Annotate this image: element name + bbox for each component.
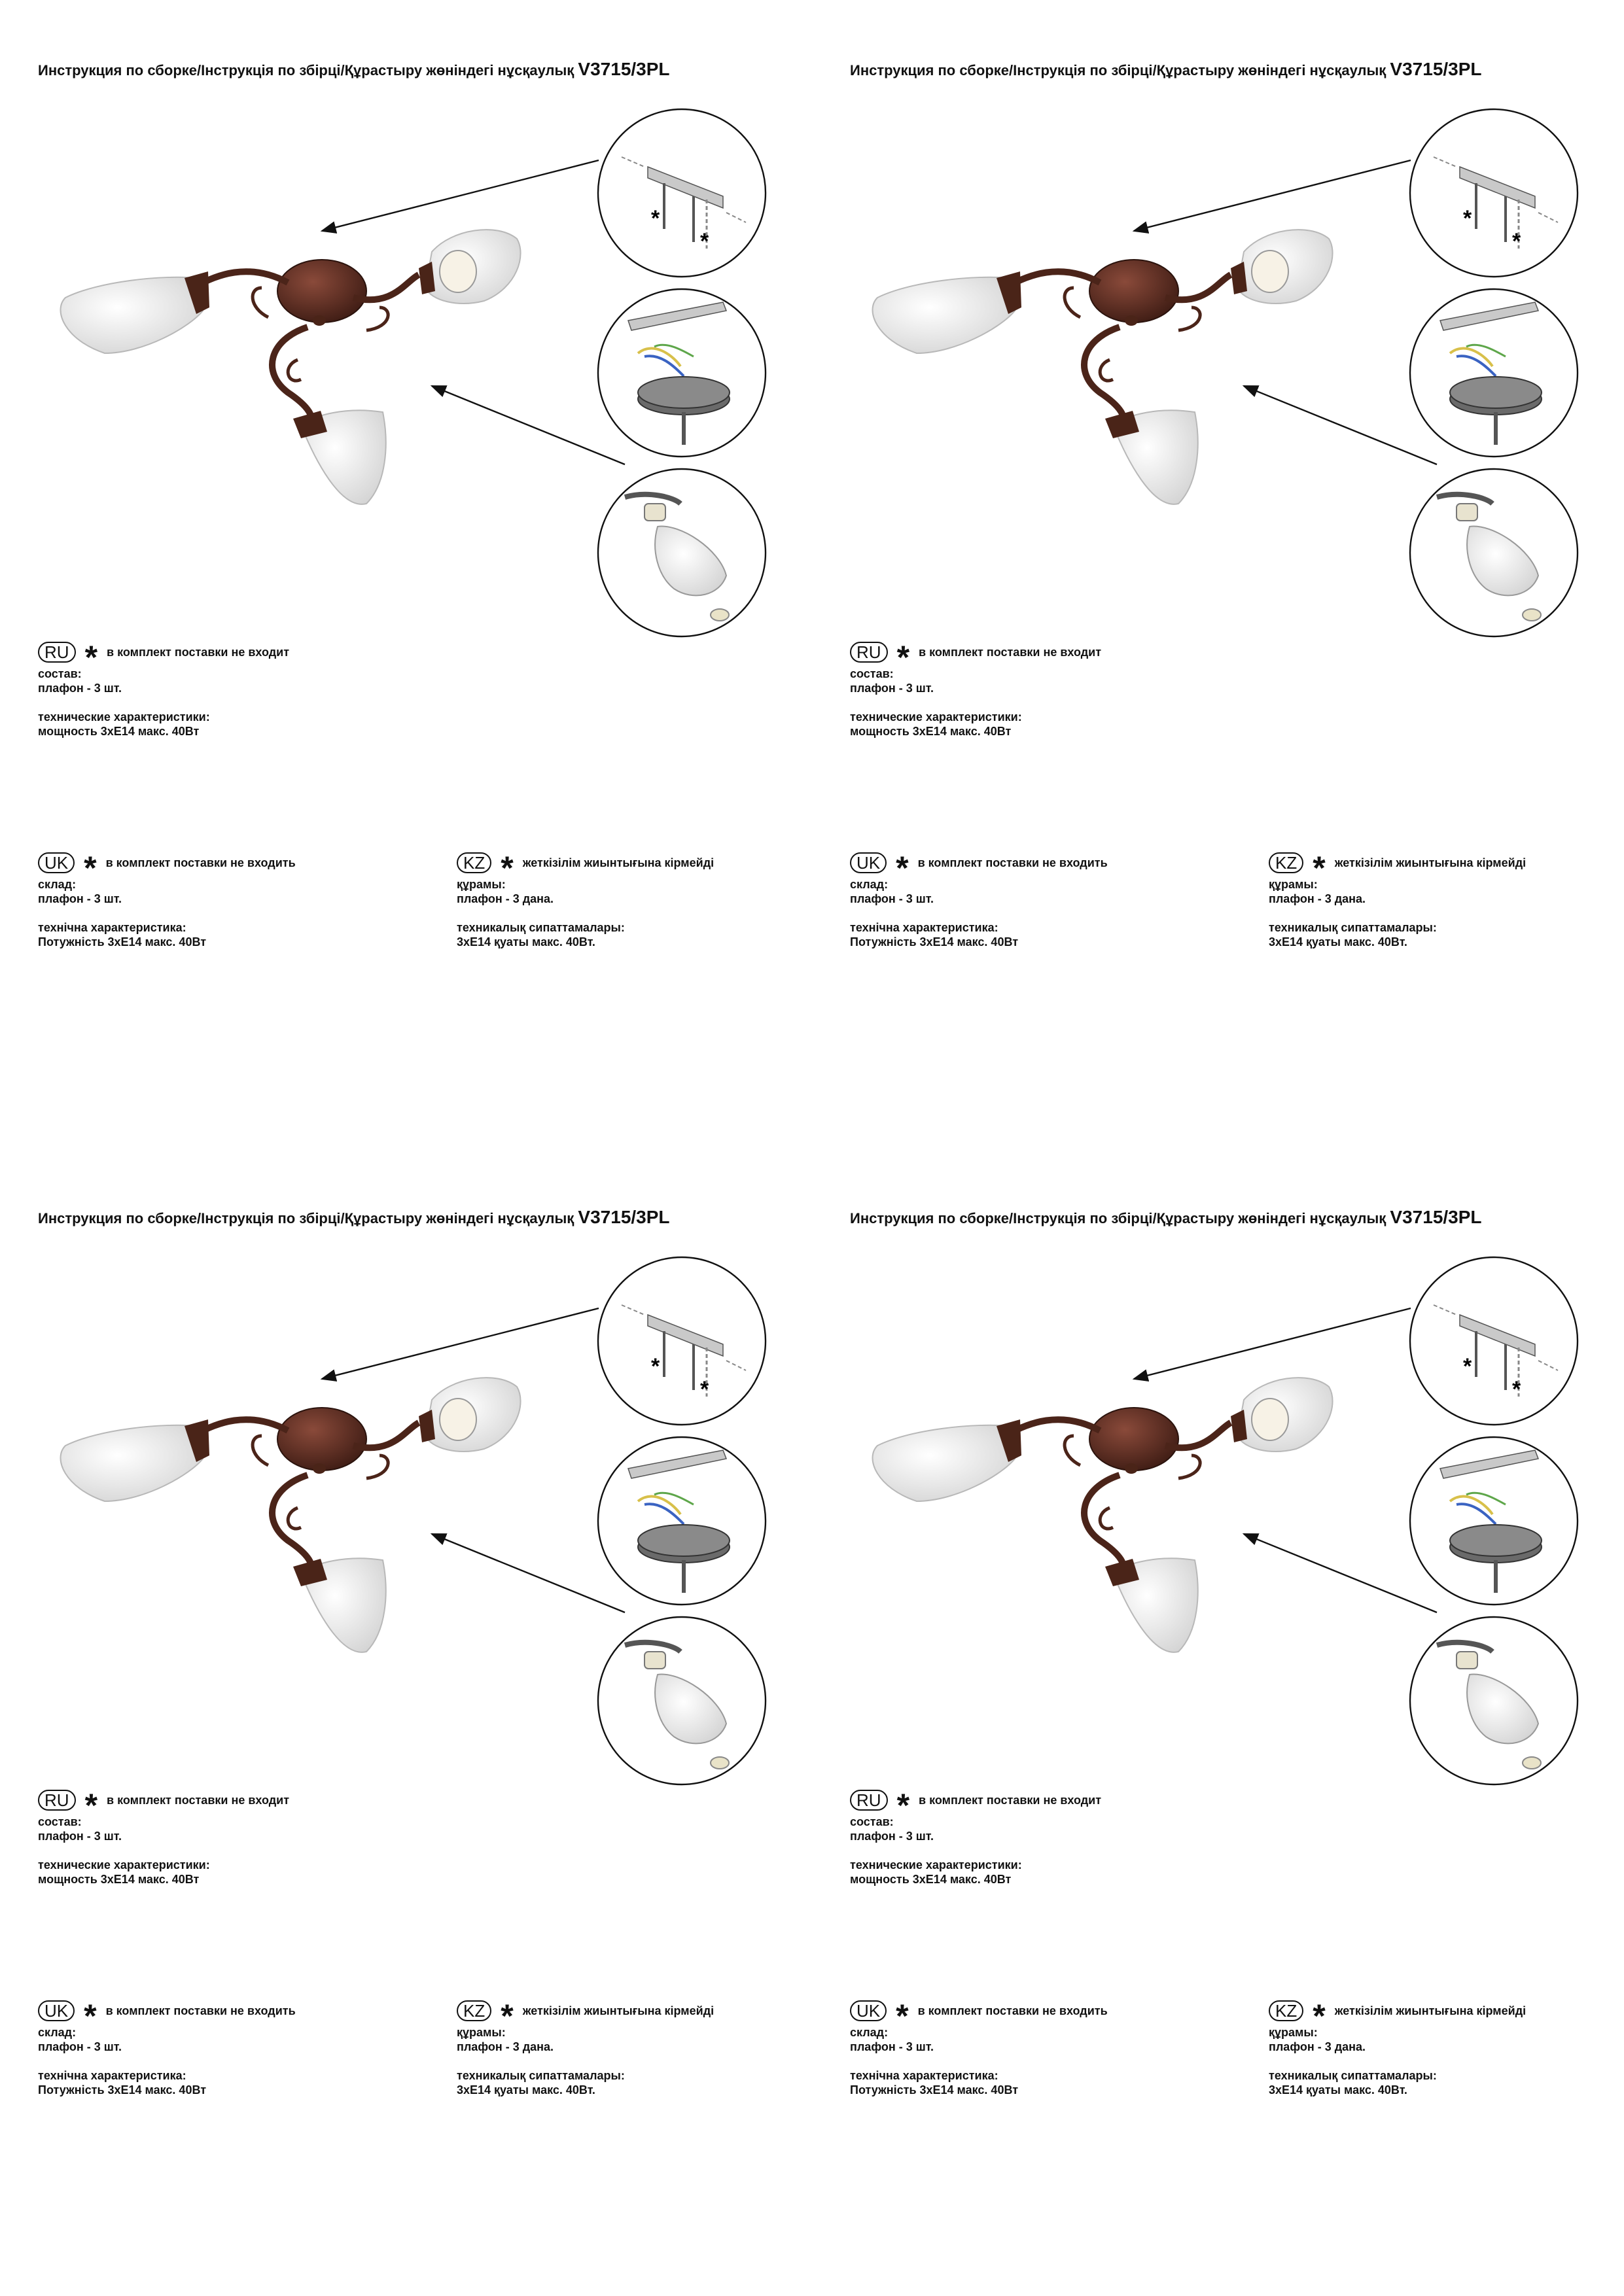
specs-label: технические характеристики: [850, 710, 1022, 723]
uk-section [850, 848, 1108, 949]
kz-section [1269, 1996, 1526, 2097]
lang-badge-kz: KZ [1269, 852, 1303, 873]
arrow-icon [1244, 386, 1437, 464]
asterisk-mark: * [1313, 850, 1326, 886]
svg-text:*: * [1463, 206, 1472, 231]
composition-label: құрамы: [1269, 878, 1318, 891]
model-number: V3715/3PL [1390, 1207, 1482, 1227]
composition-value: плафон - 3 шт. [38, 892, 122, 905]
asterisk-mark: * [84, 639, 98, 676]
ru-section [38, 1786, 289, 1887]
not-included-note: жеткізілім жиынтығына кірмейді [522, 856, 715, 869]
shade-fitting-icon [598, 1617, 766, 1784]
asterisk-mark: * [84, 1787, 98, 1824]
arrow-icon [432, 386, 625, 464]
not-included-note: в комплект поставки не входит [107, 1794, 290, 1807]
arrow-icon [1134, 1308, 1411, 1379]
ceiling-light-icon [873, 230, 1333, 504]
asterisk-mark: * [896, 1787, 910, 1824]
composition-value: плафон - 3 шт. [850, 2040, 934, 2053]
svg-text:*: * [651, 206, 660, 231]
wiring-canopy-icon [1410, 289, 1578, 457]
mounting-bar-icon [1410, 1257, 1578, 1425]
title-text: Инструкция по сборке/Інструкція по збірці/Құрастыру жөніндегі нұсқаулық [850, 1210, 1386, 1226]
asterisk-mark: * [896, 1998, 909, 2034]
not-included-note: в комплект поставки не входит [107, 646, 290, 659]
asterisk-mark: * [501, 1998, 514, 2034]
mounting-bar-icon [1410, 109, 1578, 277]
specs-label: технические характеристики: [38, 710, 210, 723]
lang-badge-uk: UK [850, 852, 887, 873]
composition-value: плафон - 3 дана. [1269, 892, 1366, 905]
specs-value: 3хЕ14 қуаты макс. 40Вт. [1269, 2083, 1407, 2096]
lang-badge-ru: RU [38, 642, 76, 663]
assembly-illustration [0, 1148, 812, 2296]
instruction-sheet [0, 1148, 812, 2296]
assembly-illustration [0, 0, 812, 1148]
composition-label: құрамы: [1269, 2026, 1318, 2039]
not-included-note: в комплект поставки не входить [105, 2004, 296, 2017]
specs-value: мощность 3хЕ14 макс. 40Вт [38, 1873, 200, 1886]
composition-value: плафон - 3 дана. [1269, 2040, 1366, 2053]
wiring-canopy-icon [598, 289, 766, 457]
composition-value: плафон - 3 шт. [38, 1830, 122, 1843]
specs-label: технічна характеристика: [850, 2069, 998, 2082]
kz-section [1269, 848, 1526, 949]
svg-text:*: * [651, 1354, 660, 1379]
lang-badge-ru: RU [850, 1790, 888, 1811]
specs-label: техникалық сипаттамалары: [1269, 2069, 1437, 2082]
not-included-note: в комплект поставки не входить [917, 856, 1108, 869]
specs-label: технічна характеристика: [38, 2069, 186, 2082]
svg-text:*: * [1512, 1377, 1521, 1402]
ceiling-light-icon [61, 230, 521, 504]
specs-value: 3хЕ14 қуаты макс. 40Вт. [457, 2083, 595, 2096]
ru-section [38, 638, 289, 739]
assembly-illustration [812, 1148, 1624, 2296]
specs-value: Потужність 3хЕ14 макс. 40Вт [38, 2083, 207, 2096]
arrow-icon [322, 160, 599, 231]
ru-section [850, 1786, 1101, 1887]
composition-label: құрамы: [457, 2026, 506, 2039]
composition-value: плафон - 3 шт. [38, 2040, 122, 2053]
composition-label: состав: [38, 1815, 82, 1828]
asterisk-mark: * [501, 850, 514, 886]
mounting-bar-icon [598, 109, 766, 277]
specs-value: мощность 3хЕ14 макс. 40Вт [38, 725, 200, 738]
arrow-icon [1134, 160, 1411, 231]
mounting-bar-icon [598, 1257, 766, 1425]
not-included-note: в комплект поставки не входить [105, 856, 296, 869]
lang-badge-ru: RU [38, 1790, 76, 1811]
lang-badge-kz: KZ [457, 852, 491, 873]
composition-value: плафон - 3 шт. [38, 682, 122, 695]
title-text: Инструкция по сборке/Інструкція по збірці/Құрастыру жөніндегі нұсқаулық [38, 1210, 574, 1226]
composition-label: склад: [38, 2026, 77, 2039]
uk-section [38, 848, 296, 949]
svg-text:*: * [700, 1377, 709, 1402]
specs-value: мощность 3хЕ14 макс. 40Вт [850, 725, 1012, 738]
kz-section [457, 1996, 714, 2097]
arrow-icon [432, 1534, 625, 1612]
uk-section [38, 1996, 296, 2097]
composition-value: плафон - 3 дана. [457, 892, 554, 905]
lang-badge-uk: UK [38, 2000, 75, 2021]
shade-fitting-icon [1410, 1617, 1578, 1784]
svg-text:*: * [1512, 229, 1521, 254]
arrow-icon [322, 1308, 599, 1379]
asterisk-mark: * [84, 1998, 97, 2034]
not-included-note: в комплект поставки не входить [917, 2004, 1108, 2017]
composition-label: состав: [38, 667, 82, 680]
assembly-illustration [812, 0, 1624, 1148]
svg-text:*: * [1463, 1354, 1472, 1379]
not-included-note: в комплект поставки не входит [919, 1794, 1102, 1807]
lang-badge-kz: KZ [1269, 2000, 1303, 2021]
composition-label: склад: [850, 878, 889, 891]
asterisk-mark: * [896, 639, 910, 676]
ceiling-light-icon [61, 1378, 521, 1652]
not-included-note: жеткізілім жиынтығына кірмейді [1334, 2004, 1527, 2017]
uk-section [850, 1996, 1108, 2097]
model-number: V3715/3PL [578, 59, 670, 79]
not-included-note: жеткізілім жиынтығына кірмейді [1334, 856, 1527, 869]
specs-label: технічна характеристика: [38, 921, 186, 934]
specs-value: 3хЕ14 қуаты макс. 40Вт. [1269, 935, 1407, 948]
model-number: V3715/3PL [578, 1207, 670, 1227]
specs-label: техникалық сипаттамалары: [457, 2069, 625, 2082]
specs-value: 3хЕ14 қуаты макс. 40Вт. [457, 935, 595, 948]
specs-label: техникалық сипаттамалары: [457, 921, 625, 934]
composition-value: плафон - 3 дана. [457, 2040, 554, 2053]
lang-badge-uk: UK [850, 2000, 887, 2021]
ceiling-light-icon [873, 1378, 1333, 1652]
kz-section [457, 848, 714, 949]
composition-label: склад: [850, 2026, 889, 2039]
specs-value: Потужність 3хЕ14 макс. 40Вт [850, 935, 1019, 948]
instruction-sheet [812, 0, 1624, 1148]
specs-label: техникалық сипаттамалары: [1269, 921, 1437, 934]
specs-value: мощность 3хЕ14 макс. 40Вт [850, 1873, 1012, 1886]
asterisk-mark: * [896, 850, 909, 886]
composition-value: плафон - 3 шт. [850, 892, 934, 905]
composition-value: плафон - 3 шт. [850, 682, 934, 695]
wiring-canopy-icon [1410, 1437, 1578, 1605]
shade-fitting-icon [598, 469, 766, 636]
composition-label: құрамы: [457, 878, 506, 891]
lang-badge-kz: KZ [457, 2000, 491, 2021]
specs-value: Потужність 3хЕ14 макс. 40Вт [38, 935, 207, 948]
not-included-note: жеткізілім жиынтығына кірмейді [522, 2004, 715, 2017]
composition-label: состав: [850, 667, 894, 680]
lang-badge-ru: RU [850, 642, 888, 663]
asterisk-mark: * [1313, 1998, 1326, 2034]
wiring-canopy-icon [598, 1437, 766, 1605]
specs-label: технические характеристики: [38, 1858, 210, 1871]
not-included-note: в комплект поставки не входит [919, 646, 1102, 659]
arrow-icon [1244, 1534, 1437, 1612]
composition-value: плафон - 3 шт. [850, 1830, 934, 1843]
asterisk-mark: * [84, 850, 97, 886]
instruction-sheet [812, 1148, 1624, 2296]
specs-label: технические характеристики: [850, 1858, 1022, 1871]
instruction-sheet [0, 0, 812, 1148]
ru-section [850, 638, 1101, 739]
lang-badge-uk: UK [38, 852, 75, 873]
model-number: V3715/3PL [1390, 59, 1482, 79]
specs-value: Потужність 3хЕ14 макс. 40Вт [850, 2083, 1019, 2096]
specs-label: технічна характеристика: [850, 921, 998, 934]
title-text: Инструкция по сборке/Інструкція по збірці/Құрастыру жөніндегі нұсқаулық [850, 62, 1386, 78]
svg-text:*: * [700, 229, 709, 254]
shade-fitting-icon [1410, 469, 1578, 636]
composition-label: склад: [38, 878, 77, 891]
composition-label: состав: [850, 1815, 894, 1828]
title-text: Инструкция по сборке/Інструкція по збірці/Құрастыру жөніндегі нұсқаулық [38, 62, 574, 78]
